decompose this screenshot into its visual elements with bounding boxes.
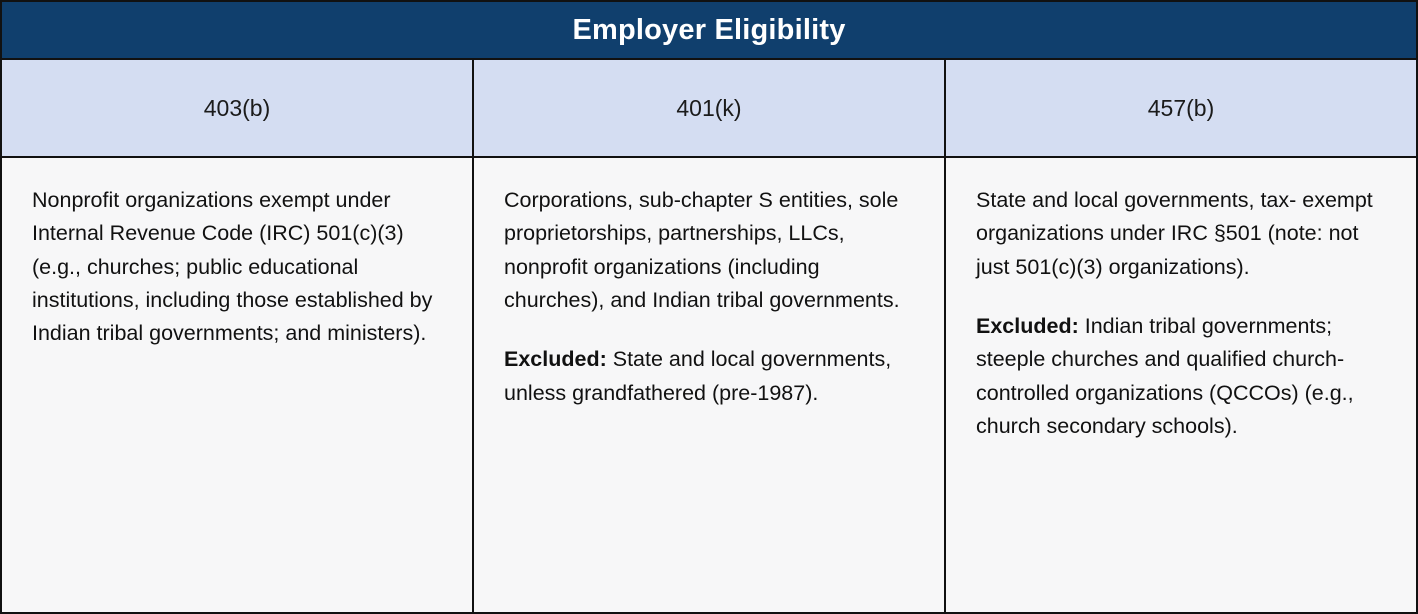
table-header-row [2,60,1416,158]
cell-457b-paragraph-1-text: State and local governments, tax- exempt organizations under IRC §501 (note: not just 501(c)(3) organizations). [976,188,1373,279]
column-header-457b: 457(b) [944,60,1416,156]
column-header-401k: 401(k) [472,60,944,156]
cell-401k-paragraph-1-text: Corporations, sub-chapter S entities, sole proprietorships, partnerships, LLCs, nonprofit organizations (including churches), and Indian tribal governments. [504,188,900,312]
column-header-403b: 403(b) [2,60,472,156]
cell-457b [944,158,1416,612]
cell-401k-paragraph-2 [504,343,914,410]
cell-401k-paragraph-2-text: State and local governments, unless grandfathered (pre-1987). [504,347,892,405]
cell-457b-paragraph-1 [976,184,1386,284]
cell-401k-excluded-label: Excluded: [504,347,607,372]
table-body-row [2,158,1416,612]
cell-403b-paragraph-1 [32,184,442,351]
table-title: Employer Eligibility [2,2,1416,60]
cell-401k [472,158,944,612]
cell-401k-paragraph-1 [504,184,914,317]
cell-403b [2,158,472,612]
cell-457b-paragraph-2 [976,310,1386,443]
cell-403b-paragraph-1-text: Nonprofit organizations exempt under Internal Revenue Code (IRC) 501(c)(3) (e.g., churches; public educational institutions, including those established by Indian tribal governments; and ministers). [32,188,433,346]
cell-457b-paragraph-2-text: Indian tribal governments; steeple churches and qualified church-controlled organizations (QCCOs) (e.g., church secondary schools). [976,313,1354,438]
cell-457b-excluded-label: Excluded: [976,313,1079,338]
